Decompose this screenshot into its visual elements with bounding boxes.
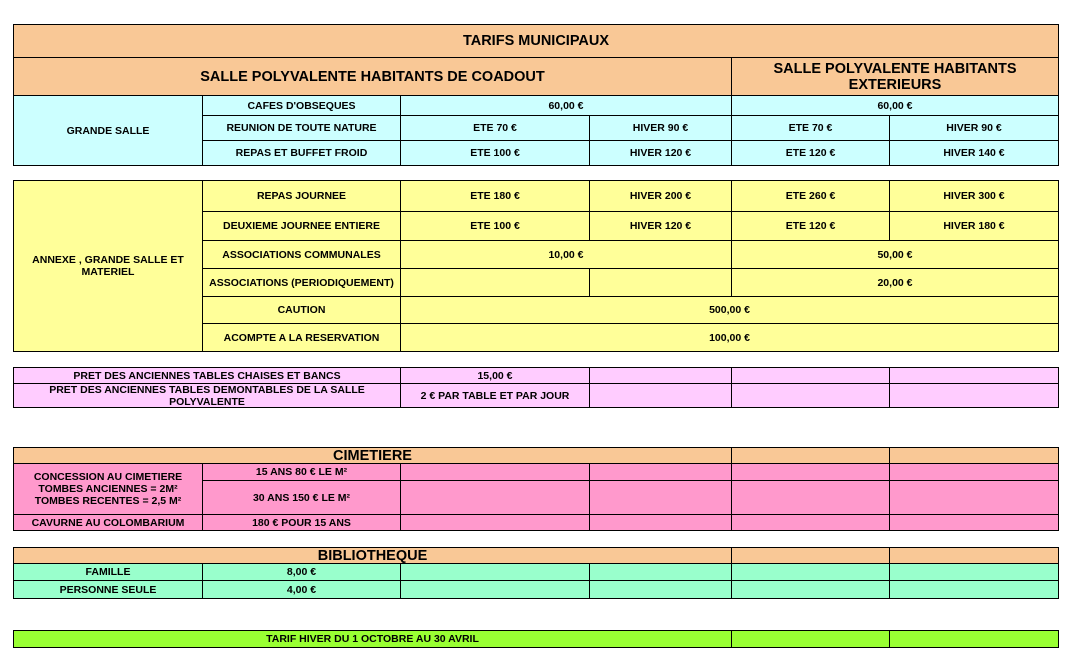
- empty-cell: [401, 581, 590, 598]
- empty-cell: [590, 384, 732, 407]
- empty-cell: [890, 581, 1058, 598]
- price-res-hiver: HIVER 90 €: [590, 116, 732, 141]
- page-title: TARIFS MUNICIPAUX: [14, 25, 1058, 58]
- annexe-table: [13, 180, 1059, 352]
- concession-label: CONCESSION AU CIMETIERE TOMBES ANCIENNES = 2M² TOMBES RECENTES = 2,5 M²: [14, 464, 203, 515]
- price-res-ete: ETE 70 €: [401, 116, 590, 141]
- price-ext: 20,00 €: [732, 269, 1058, 297]
- row-item: ASSOCIATIONS (PERIODIQUEMENT): [203, 269, 401, 297]
- cimetiere-title: CIMETIERE: [14, 448, 732, 464]
- empty-cell: [890, 464, 1058, 481]
- annexe-label: ANNEXE , GRANDE SALLE ET MATERIEL: [14, 181, 203, 351]
- empty-cell: [890, 448, 1058, 464]
- bibliotheque-table: [13, 547, 1059, 599]
- acompte-value: 100,00 €: [401, 324, 1058, 351]
- empty-cell: [890, 564, 1058, 581]
- caution-value: 500,00 €: [401, 297, 1058, 324]
- price-res-ete: ETE 180 €: [401, 181, 590, 212]
- cavurne-price: 180 € POUR 15 ANS: [203, 515, 401, 530]
- price-res: 10,00 €: [401, 241, 732, 269]
- empty-cell: [401, 515, 590, 530]
- footer-table: [13, 630, 1059, 648]
- row-item: ASSOCIATIONS COMMUNALES: [203, 241, 401, 269]
- empty-cell: [732, 564, 890, 581]
- bibliotheque-title: BIBLIOTHEQUE: [14, 548, 732, 564]
- price-ext-hiver: HIVER 140 €: [890, 141, 1058, 165]
- price-ext-hiver: HIVER 90 €: [890, 116, 1058, 141]
- tarifs-table: [13, 24, 1059, 166]
- empty-cell: [732, 464, 890, 481]
- biblio-price: 8,00 €: [203, 564, 401, 581]
- winter-tariff-note: TARIF HIVER DU 1 OCTOBRE AU 30 AVRIL: [14, 631, 732, 647]
- empty-cell: [590, 481, 732, 515]
- pret-price: 2 € PAR TABLE ET PAR JOUR: [401, 384, 590, 407]
- empty-cell: [401, 481, 590, 515]
- grande-salle-label: GRANDE SALLE: [14, 96, 203, 165]
- row-item: REPAS ET BUFFET FROID: [203, 141, 401, 165]
- empty-cell: [890, 481, 1058, 515]
- price-res-ete: ETE 100 €: [401, 212, 590, 241]
- pret-item: PRET DES ANCIENNES TABLES DEMONTABLES DE LA SALLE POLYVALENTE: [14, 384, 401, 407]
- empty-cell: [401, 269, 590, 297]
- empty-cell: [890, 368, 1058, 384]
- pret-table: [13, 367, 1059, 408]
- biblio-price: 4,00 €: [203, 581, 401, 598]
- empty-cell: [890, 515, 1058, 530]
- empty-cell: [732, 368, 890, 384]
- row-item: CAFES D'OBSEQUES: [203, 96, 401, 116]
- header-outside: SALLE POLYVALENTE HABITANTS EXTERIEURS: [732, 58, 1058, 96]
- empty-cell: [590, 564, 732, 581]
- concession-30: 30 ANS 150 € LE M²: [203, 481, 401, 515]
- empty-cell: [590, 269, 732, 297]
- price-ext-ete: ETE 120 €: [732, 141, 890, 165]
- cavurne-label: CAVURNE AU COLOMBARIUM: [14, 515, 203, 530]
- empty-cell: [890, 384, 1058, 407]
- row-item: CAUTION: [203, 297, 401, 324]
- empty-cell: [401, 564, 590, 581]
- biblio-item: PERSONNE SEULE: [14, 581, 203, 598]
- row-item: DEUXIEME JOURNEE ENTIERE: [203, 212, 401, 241]
- empty-cell: [590, 515, 732, 530]
- empty-cell: [732, 481, 890, 515]
- header-residents: SALLE POLYVALENTE HABITANTS DE COADOUT: [14, 58, 732, 96]
- price-ext-ete: ETE 120 €: [732, 212, 890, 241]
- price-ext-hiver: HIVER 180 €: [890, 212, 1058, 241]
- row-item: REUNION DE TOUTE NATURE: [203, 116, 401, 141]
- empty-cell: [590, 368, 732, 384]
- price-res-hiver: HIVER 200 €: [590, 181, 732, 212]
- empty-cell: [890, 548, 1058, 564]
- empty-cell: [732, 515, 890, 530]
- cimetiere-table: [13, 447, 1059, 531]
- empty-cell: [590, 464, 732, 481]
- pret-price: 15,00 €: [401, 368, 590, 384]
- concession-15: 15 ANS 80 € LE M²: [203, 464, 401, 481]
- biblio-item: FAMILLE: [14, 564, 203, 581]
- price-res: 60,00 €: [401, 96, 732, 116]
- pret-item: PRET DES ANCIENNES TABLES CHAISES ET BANCS: [14, 368, 401, 384]
- empty-cell: [890, 631, 1058, 647]
- price-ext: 50,00 €: [732, 241, 1058, 269]
- price-ext-ete: ETE 70 €: [732, 116, 890, 141]
- price-ext-ete: ETE 260 €: [732, 181, 890, 212]
- price-res-ete: ETE 100 €: [401, 141, 590, 165]
- row-item: REPAS JOURNEE: [203, 181, 401, 212]
- price-res-hiver: HIVER 120 €: [590, 212, 732, 241]
- empty-cell: [732, 581, 890, 598]
- empty-cell: [732, 548, 890, 564]
- empty-cell: [732, 448, 890, 464]
- row-item: ACOMPTE A LA RESERVATION: [203, 324, 401, 351]
- empty-cell: [401, 464, 590, 481]
- empty-cell: [732, 631, 890, 647]
- price-ext: 60,00 €: [732, 96, 1058, 116]
- price-ext-hiver: HIVER 300 €: [890, 181, 1058, 212]
- price-res-hiver: HIVER 120 €: [590, 141, 732, 165]
- empty-cell: [732, 384, 890, 407]
- empty-cell: [590, 581, 732, 598]
